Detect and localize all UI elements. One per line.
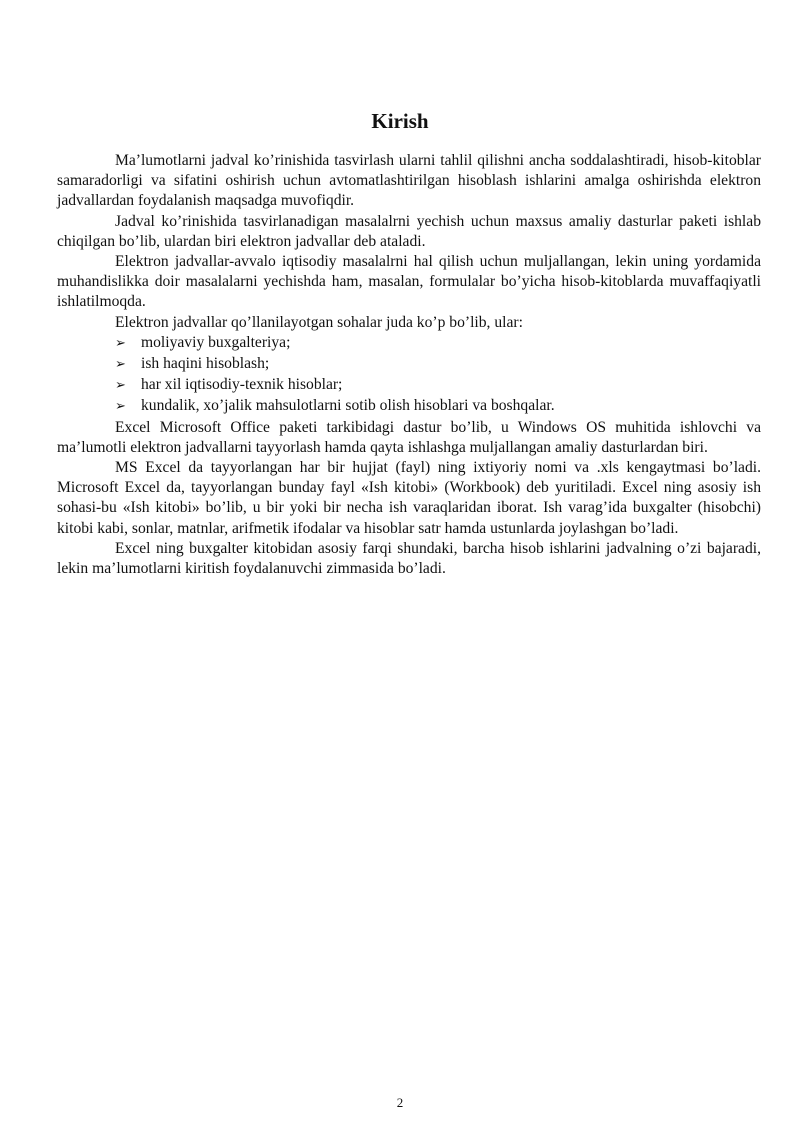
list-item-text: har xil iqtisodiy-texnik hisoblar; <box>141 376 343 394</box>
paragraph-intro: Ma’lumotlarni jadval ko’rinishida tasvirlash ularni tahlil qilishni ancha soddalashtiradi, hisob-kitoblar samaradorligi va sifatini oshirish uchun avtomatlashtirilgan hisoblash ishlarini amalga oshirishda elektron jadvallardan foydalanish maqsadga muvofiqdir. <box>57 152 761 210</box>
application-areas-list <box>57 333 761 418</box>
arrowhead-bullet-icon: ➢ <box>115 357 126 373</box>
paragraph-workbook: MS Excel da tayyorlangan har bir hujjat (fayl) ning ixtiyoriy nomi va .xls kengaytmasi bo’ladi. Microsoft Excel da, tayyorlangan bunday fayl «Ish kitobi» (Workbook) deb yuritiladi. Excel ning asosiy ish sohasi-bu «Ish kitobi» bo’lib, u bir yoki bir necha ish varaqlaridan iborat. Ish varag’ida buxgalter (hisobchi) kitobi kabi, sonlar, matnlar, arifmetik ifodalar va hisoblar satr hamda ustunlarda joylashgan bo’ladi. <box>57 459 761 537</box>
paragraph-spreadsheet-purpose: Elektron jadvallar-avvalo iqtisodiy masalalrni hal qilish uchun muljallangan, lekin uning yordamida muhandislikka doir masalalarni yechishda ham, masalan, formulalar bo’yicha hisob-kitoblarda muvaffaqiyatli ishlatilmoqda. <box>57 253 761 311</box>
paragraph-application-areas: Elektron jadvallar qo’llanilayotgan sohalar juda ko’p bo’lib, ular: <box>115 313 523 331</box>
arrowhead-bullet-icon: ➢ <box>115 399 126 415</box>
paragraph-excel-intro: Excel Microsoft Office paketi tarkibidagi dastur bo’lib, u Windows OS muhitida ishlovchi va ma’lumotli elektron jadvallarni tayyorlash hamda qayta ishlashga muljallangan amaliy dasturlardan biri. <box>57 418 761 456</box>
paragraph-difference: Excel ning buxgalter kitobidan asosiy farqi shundaki, barcha hisob ishlarini jadvalning o’zi bajaradi, lekin ma’lumotlarni kiritish foydalanuvchi zimmasida bo’ladi. <box>57 539 761 578</box>
document-body <box>57 151 761 579</box>
arrowhead-bullet-icon: ➢ <box>115 335 126 351</box>
list-item <box>115 333 761 354</box>
list-item-text: kundalik, xo’jalik mahsulotlarni sotib olish hisoblari va boshqalar. <box>141 397 555 415</box>
list-item <box>115 354 761 375</box>
list-item-text: moliyaviy buxgalteriya; <box>141 333 291 351</box>
page-number: 2 <box>396 1095 404 1110</box>
paragraph-software-package: Jadval ko’rinishida tasvirlanadigan masalalrni yechish uchun maxsus amaliy dasturlar paketi ishlab chiqilgan bo’lib, ulardan biri elektron jadvallar deb ataladi. <box>57 212 761 250</box>
page-title: Kirish <box>371 109 429 133</box>
list-item <box>115 375 761 396</box>
arrowhead-bullet-icon: ➢ <box>115 378 126 394</box>
list-item-text: ish haqini hisoblash; <box>141 355 270 373</box>
list-item <box>115 396 761 417</box>
